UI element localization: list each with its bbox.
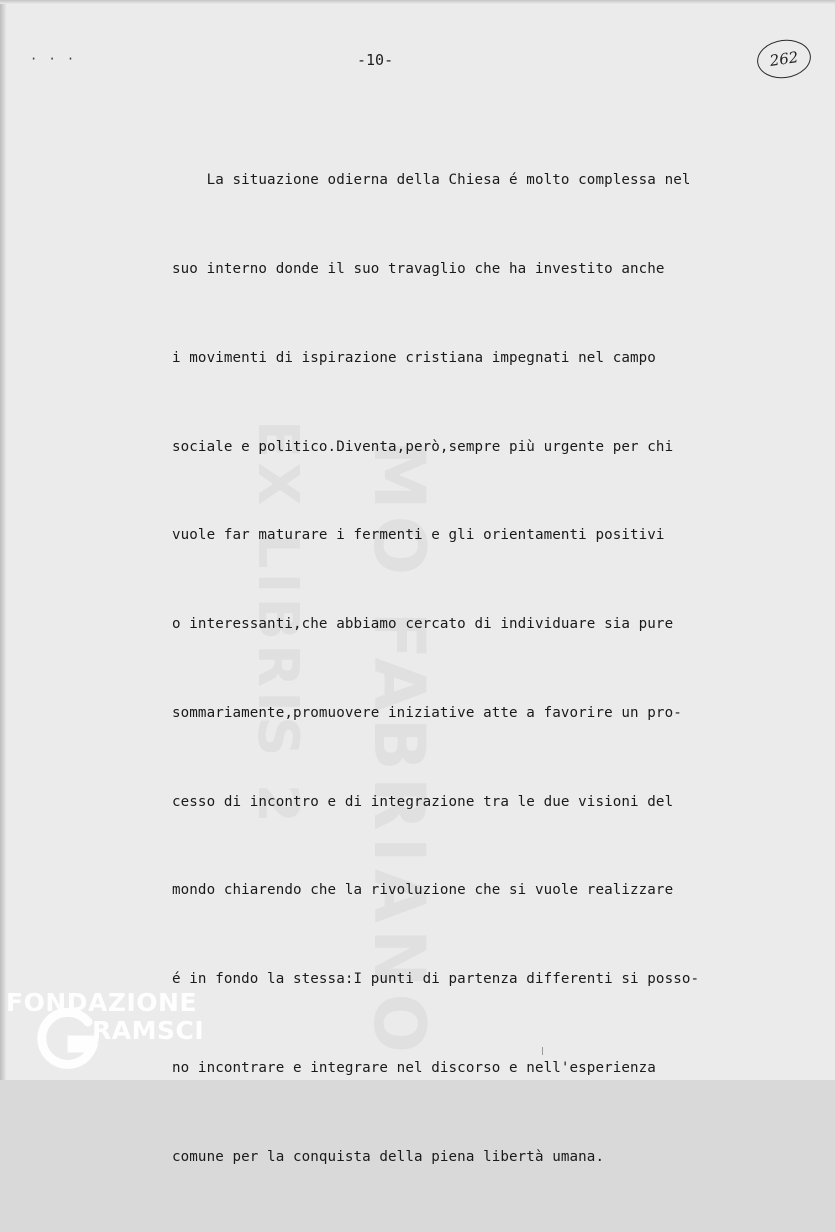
scan-edge-left bbox=[0, 0, 6, 1080]
archive-number: 262 bbox=[768, 48, 800, 70]
paragraph-line: vuole far maturare i fermenti e gli orientamenti positivi bbox=[172, 527, 665, 544]
page-number: -10- bbox=[357, 51, 394, 69]
gramsci-g-logo-icon bbox=[36, 1008, 100, 1072]
paragraph-line: cesso di incontro e di integrazione tra le due visioni del bbox=[172, 793, 674, 810]
scan-edge-top bbox=[0, 0, 835, 4]
body-paragraph bbox=[172, 107, 782, 1232]
fondazione-gramsci-watermark bbox=[6, 988, 206, 1078]
paragraph-line: i movimenti di ispirazione cristiana impegnati nel campo bbox=[172, 349, 656, 366]
paragraph-line: suo interno donde il suo travaglio che ha investito anche bbox=[172, 260, 665, 277]
paragraph-line: comune per la conquista della piena libertà umana. bbox=[172, 1148, 605, 1165]
corner-mark: · · · bbox=[30, 52, 77, 66]
paragraph-line: La situazione odierna della Chiesa é molto complessa nel bbox=[172, 172, 691, 189]
paragraph-line: mondo chiarendo che la rivoluzione che si vuole realizzare bbox=[172, 882, 674, 899]
watermark-line-1: FONDAZIONE bbox=[6, 988, 198, 1017]
paragraph-line: é in fondo la stessa:I punti di partenza differenti si posso- bbox=[172, 971, 700, 988]
archive-number-stamp bbox=[755, 36, 814, 81]
paragraph-line: sociale e politico.Diventa,però,sempre più urgente per chi bbox=[172, 438, 674, 455]
paragraph-line: o interessanti,che abbiamo cercato di individuare sia pure bbox=[172, 616, 674, 633]
scan-mark bbox=[542, 1047, 543, 1055]
watermark-line-2: RAMSCI bbox=[92, 1016, 205, 1045]
paragraph-line: no incontrare e integrare nel discorso e nell'esperienza bbox=[172, 1060, 656, 1076]
paragraph-line: sommariamente,promuovere iniziative atte a favorire un pro- bbox=[172, 704, 682, 721]
